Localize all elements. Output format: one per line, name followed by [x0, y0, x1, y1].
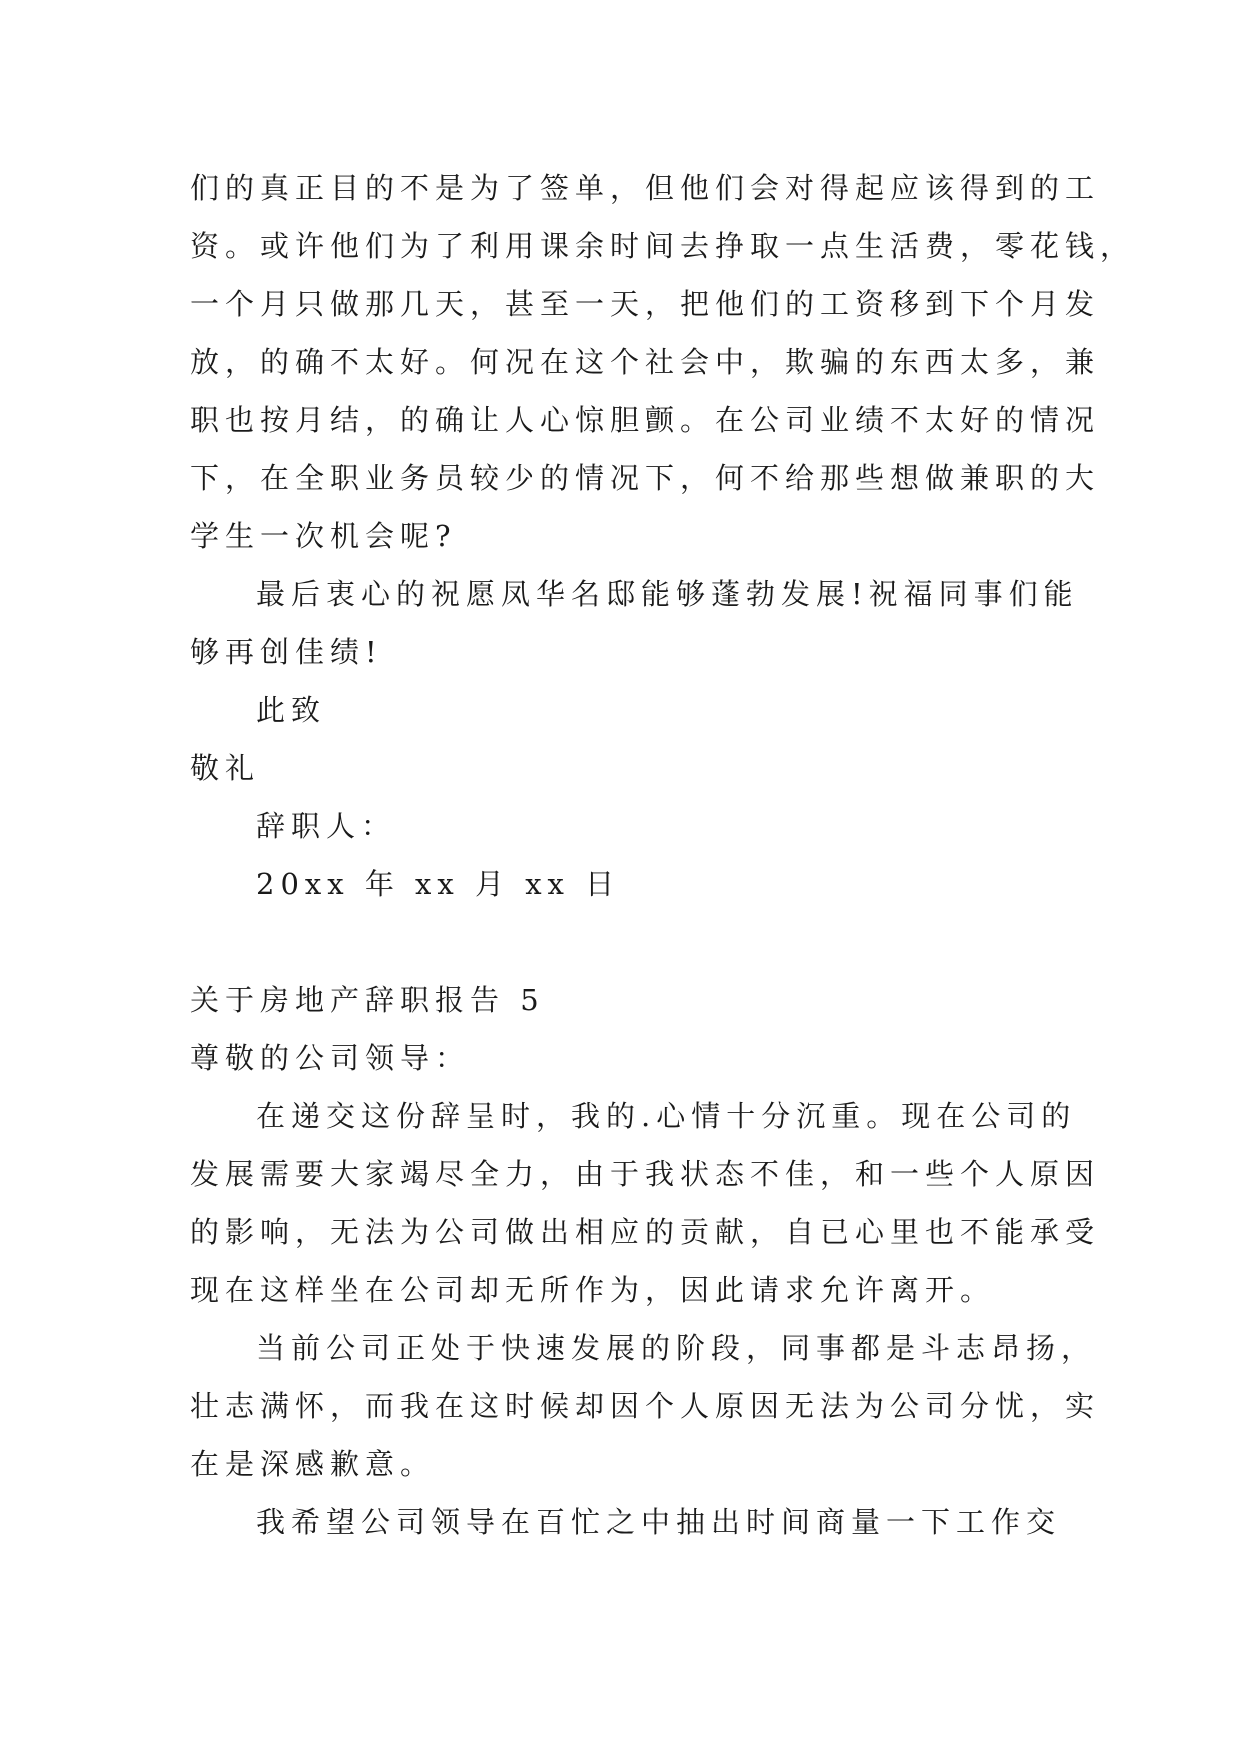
closing-ci-zhi: 此致 [256, 693, 327, 727]
text-line: 在是深感歉意。 [190, 1447, 436, 1481]
text-line: 够再创佳绩! [190, 635, 383, 669]
text-line: 下，在全职业务员较少的情况下，何不给那些想做兼职的大 [190, 461, 1101, 495]
section-title: 关于房地产辞职报告 5 [190, 983, 545, 1017]
closing-jing-li: 敬礼 [190, 751, 261, 785]
text-line: 们的真正目的不是为了签单，但他们会对得起应该得到的工 [190, 171, 1101, 205]
text-line: 一个月只做那几天，甚至一天，把他们的工资移到下个月发 [190, 287, 1101, 321]
date-line: 20xx 年 xx 月 xx 日 [256, 867, 621, 901]
salutation: 尊敬的公司领导： [190, 1041, 471, 1075]
text-line: 我希望公司领导在百忙之中抽出时间商量一下工作交 [256, 1505, 1062, 1539]
text-line: 学生一次机会呢? [190, 519, 457, 553]
text-line: 职也按月结，的确让人心惊胆颤。在公司业绩不太好的情况 [190, 403, 1101, 437]
text-line: 放，的确不太好。何况在这个社会中，欺骗的东西太多，兼 [190, 345, 1101, 379]
text-line: 的影响，无法为公司做出相应的贡献，自已心里也不能承受 [190, 1215, 1101, 1249]
text-line: 现在这样坐在公司却无所作为，因此请求允许离开。 [190, 1273, 996, 1307]
text-line: 当前公司正处于快速发展的阶段，同事都是斗志昂扬， [256, 1331, 1097, 1365]
signer-label: 辞职人： [256, 809, 397, 843]
text-line: 在递交这份辞呈时，我的.心情十分沉重。现在公司的 [256, 1099, 1077, 1133]
text-line: 资。或许他们为了利用课余时间去挣取一点生活费，零花钱， [190, 229, 1136, 263]
text-line: 发展需要大家竭尽全力，由于我状态不佳，和一些个人原因 [190, 1157, 1101, 1191]
text-line: 最后衷心的祝愿凤华名邸能够蓬勃发展!祝福同事们能 [256, 577, 1079, 611]
text-line: 壮志满怀，而我在这时候却因个人原因无法为公司分忧，实 [190, 1389, 1101, 1423]
